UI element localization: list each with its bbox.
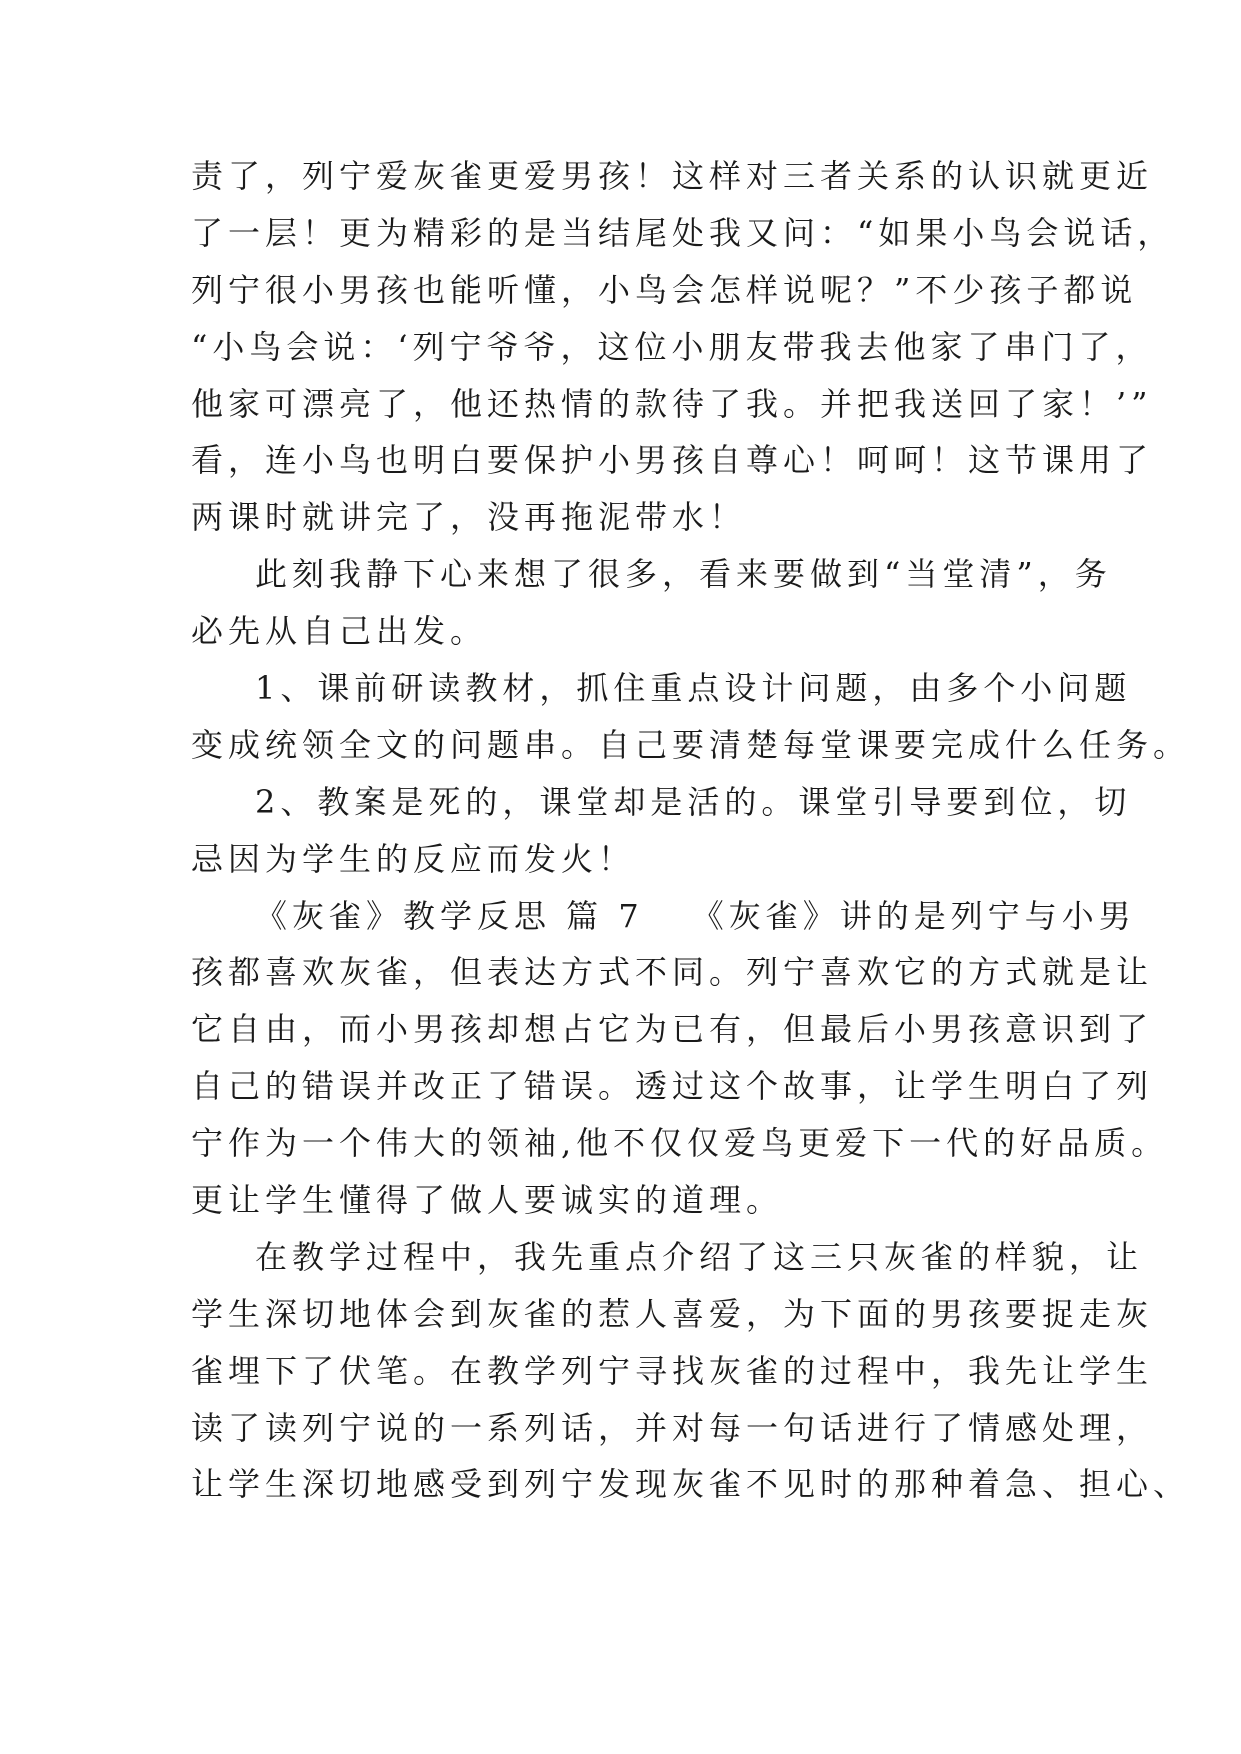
- text-line: 读了读列宁说的一系列话，并对每一句话进行了情感处理，: [191, 1408, 1154, 1447]
- document-body: [191, 148, 1191, 1513]
- text-line: 两课时就讲完了，没再拖泥带水！: [191, 498, 747, 537]
- list-item-1: 1、课前研读教材，抓住重点设计问题，由多个小问题: [255, 669, 1132, 708]
- paragraph-first-line: 在教学过程中，我先重点介绍了这三只灰雀的样貌，让: [255, 1237, 1144, 1276]
- text-line: 看，连小鸟也明白要保护小男孩自尊心！呵呵！这节课用了: [191, 441, 1154, 480]
- text-line: 了一层！更为精彩的是当结尾处我又问：“如果小鸟会说话，: [191, 213, 1175, 252]
- text-line: 宁作为一个伟大的领袖,他不仅仅爱鸟更爱下一代的好品质。: [191, 1124, 1169, 1163]
- text-line: 忌因为学生的反应而发火！: [191, 839, 636, 878]
- text-line: 学生深切地体会到灰雀的惹人喜爱，为下面的男孩要捉走灰: [191, 1294, 1154, 1333]
- text-line: 列宁很小男孩也能听懂，小鸟会怎样说呢？”不少孩子都说: [191, 270, 1138, 309]
- text-line: 必先从自己出发。: [191, 612, 488, 651]
- text-line: 孩都喜欢灰雀，但表达方式不同。列宁喜欢它的方式就是让: [191, 953, 1154, 992]
- text-line: 更让学生懂得了做人要诚实的道理。: [191, 1181, 784, 1220]
- text-line: 雀埋下了伏笔。在教学列宁寻找灰雀的过程中，我先让学生: [191, 1351, 1154, 1390]
- text-line: 它自由，而小男孩却想占它为已有，但最后小男孩意识到了: [191, 1010, 1154, 1049]
- text-line: 责了，列宁爱灰雀更爱男孩！这样对三者关系的认识就更近: [191, 157, 1154, 195]
- section-heading-line: [191, 888, 1136, 945]
- text-line: 让学生深切地感受到列宁发现灰雀不见时的那种着急、担心、: [191, 1465, 1191, 1504]
- list-item-2: 2、教案是死的，课堂却是活的。课堂引导要到位，切: [255, 782, 1132, 821]
- text-line: “小鸟会说：‘列宁爷爷，这位小朋友带我去他家了串门了，: [191, 327, 1153, 366]
- text-line: 自己的错误并改正了错误。透过这个故事，让学生明白了列: [191, 1067, 1154, 1106]
- text-line: 变成统领全文的问题串。自己要清楚每堂课要完成什么任务。: [191, 725, 1191, 764]
- text-line: 《灰雀》讲的是列宁与小男: [691, 896, 1136, 935]
- paragraph-first-line: 此刻我静下心来想了很多，看来要做到“当堂清”，务: [255, 555, 1112, 594]
- section-heading: 《灰雀》教学反思 篇 7: [255, 896, 644, 935]
- text-line: 他家可漂亮了，他还热情的款待了我。并把我送回了家！’”: [191, 384, 1153, 423]
